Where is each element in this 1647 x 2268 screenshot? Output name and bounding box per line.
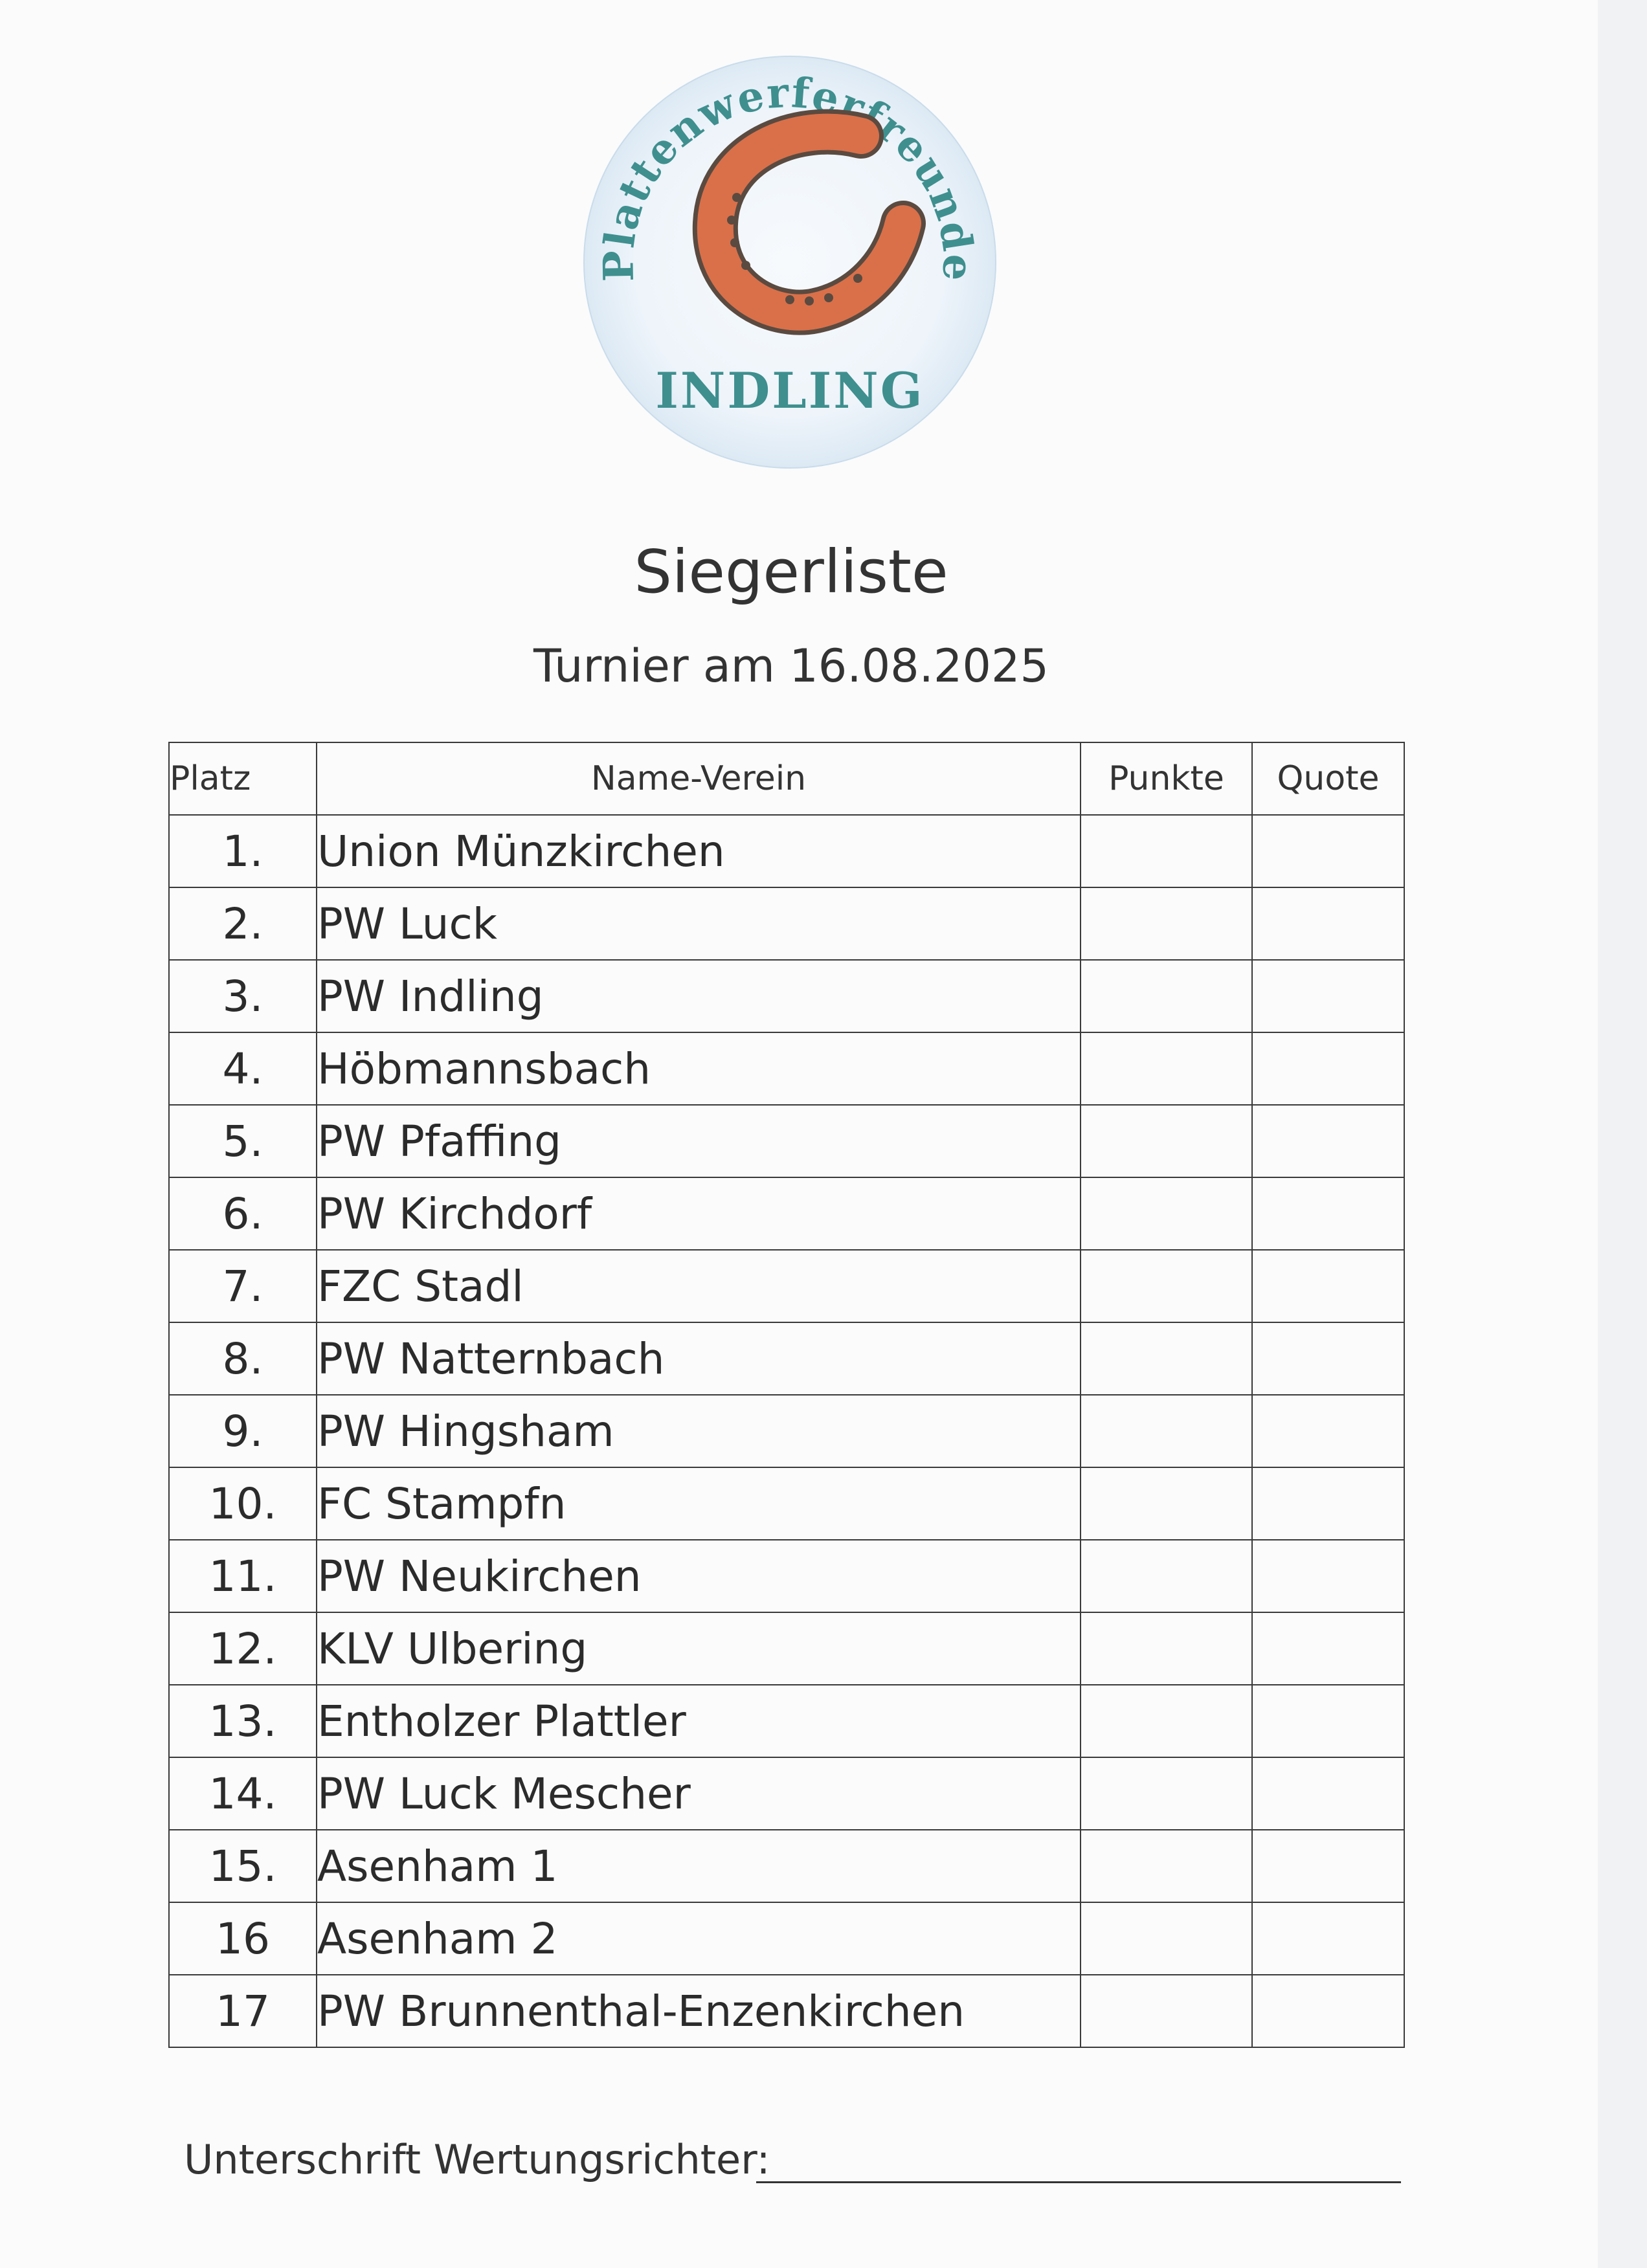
cell-name: KLV Ulbering <box>317 1612 1081 1685</box>
cell-punkte <box>1081 1830 1252 1902</box>
cell-platz: 16 <box>169 1902 317 1975</box>
cell-platz: 7. <box>169 1250 317 1322</box>
table-row <box>169 1540 1404 1612</box>
cell-platz: 10. <box>169 1467 317 1540</box>
cell-platz: 17 <box>169 1975 317 2047</box>
cell-quote <box>1252 1757 1404 1830</box>
table-row <box>169 1395 1404 1467</box>
cell-quote <box>1252 1830 1404 1902</box>
header-name-verein: Name-Verein <box>317 742 1081 815</box>
table-row <box>169 1902 1404 1975</box>
table-header-row <box>169 742 1404 815</box>
cell-name: PW Luck <box>317 887 1081 960</box>
logo-arc-text: Plattenwerferfreunde <box>594 68 983 283</box>
cell-platz: 11. <box>169 1540 317 1612</box>
cell-quote <box>1252 1540 1404 1612</box>
cell-name: PW Pfaffing <box>317 1105 1081 1177</box>
header-punkte: Punkte <box>1081 742 1252 815</box>
page-subtitle: Turnier am 16.08.2025 <box>533 639 1049 693</box>
cell-punkte <box>1081 1975 1252 2047</box>
cell-punkte <box>1081 1467 1252 1540</box>
cell-name: PW Neukirchen <box>317 1540 1081 1612</box>
cell-quote <box>1252 960 1404 1032</box>
cell-punkte <box>1081 1395 1252 1467</box>
cell-platz: 8. <box>169 1322 317 1395</box>
cell-platz: 3. <box>169 960 317 1032</box>
table-row <box>169 1105 1404 1177</box>
table-row <box>169 887 1404 960</box>
cell-quote <box>1252 1177 1404 1250</box>
table-row <box>169 1975 1404 2047</box>
cell-punkte <box>1081 960 1252 1032</box>
cell-name: Höbmannsbach <box>317 1032 1081 1105</box>
cell-name: Union Münzkirchen <box>317 815 1081 887</box>
cell-punkte <box>1081 887 1252 960</box>
cell-name: Asenham 1 <box>317 1830 1081 1902</box>
cell-platz: 13. <box>169 1685 317 1757</box>
table-row <box>169 1322 1404 1395</box>
cell-quote <box>1252 1032 1404 1105</box>
cell-platz: 1. <box>169 815 317 887</box>
cell-quote <box>1252 887 1404 960</box>
cell-name: PW Natternbach <box>317 1322 1081 1395</box>
cell-platz: 4. <box>169 1032 317 1105</box>
cell-name: PW Indling <box>317 960 1081 1032</box>
cell-quote <box>1252 1322 1404 1395</box>
table-row <box>169 1612 1404 1685</box>
cell-quote <box>1252 1250 1404 1322</box>
cell-quote <box>1252 1467 1404 1540</box>
page-edge <box>1598 0 1647 2268</box>
cell-name: PW Luck Mescher <box>317 1757 1081 1830</box>
cell-punkte <box>1081 815 1252 887</box>
page-title: Siegerliste <box>634 537 948 606</box>
cell-quote <box>1252 1902 1404 1975</box>
cell-name: PW Brunnenthal-Enzenkirchen <box>317 1975 1081 2047</box>
horseshoe-logo-icon <box>576 49 1003 476</box>
table-row <box>169 1032 1404 1105</box>
cell-platz: 12. <box>169 1612 317 1685</box>
table-row <box>169 960 1404 1032</box>
table-row <box>169 1757 1404 1830</box>
table-row <box>169 1830 1404 1902</box>
cell-punkte <box>1081 1612 1252 1685</box>
cell-punkte <box>1081 1322 1252 1395</box>
cell-platz: 14. <box>169 1757 317 1830</box>
header-platz: Platz <box>169 742 317 815</box>
cell-platz: 2. <box>169 887 317 960</box>
cell-quote <box>1252 1395 1404 1467</box>
table-row <box>169 1250 1404 1322</box>
cell-punkte <box>1081 1032 1252 1105</box>
cell-quote <box>1252 1685 1404 1757</box>
cell-punkte <box>1081 1250 1252 1322</box>
cell-punkte <box>1081 1540 1252 1612</box>
cell-platz: 6. <box>169 1177 317 1250</box>
cell-quote <box>1252 815 1404 887</box>
cell-name: FC Stampfn <box>317 1467 1081 1540</box>
cell-name: Entholzer Plattler <box>317 1685 1081 1757</box>
cell-quote <box>1252 1975 1404 2047</box>
table-row <box>169 1177 1404 1250</box>
signature-line <box>756 2181 1401 2183</box>
table-row <box>169 815 1404 887</box>
table-row <box>169 1685 1404 1757</box>
club-logo <box>576 49 1003 476</box>
header-quote: Quote <box>1252 742 1404 815</box>
cell-punkte <box>1081 1177 1252 1250</box>
cell-platz: 15. <box>169 1830 317 1902</box>
signature-label: Unterschrift Wertungsrichter: <box>184 2136 770 2183</box>
cell-punkte <box>1081 1757 1252 1830</box>
cell-name: FZC Stadl <box>317 1250 1081 1322</box>
logo-bottom-text: INDLING <box>655 362 924 419</box>
cell-name: PW Hingsham <box>317 1395 1081 1467</box>
table-row <box>169 1467 1404 1540</box>
cell-punkte <box>1081 1105 1252 1177</box>
cell-name: PW Kirchdorf <box>317 1177 1081 1250</box>
cell-quote <box>1252 1105 1404 1177</box>
cell-quote <box>1252 1612 1404 1685</box>
cell-name: Asenham 2 <box>317 1902 1081 1975</box>
cell-platz: 5. <box>169 1105 317 1177</box>
cell-punkte <box>1081 1685 1252 1757</box>
cell-platz: 9. <box>169 1395 317 1467</box>
cell-punkte <box>1081 1902 1252 1975</box>
results-table <box>168 742 1405 2048</box>
